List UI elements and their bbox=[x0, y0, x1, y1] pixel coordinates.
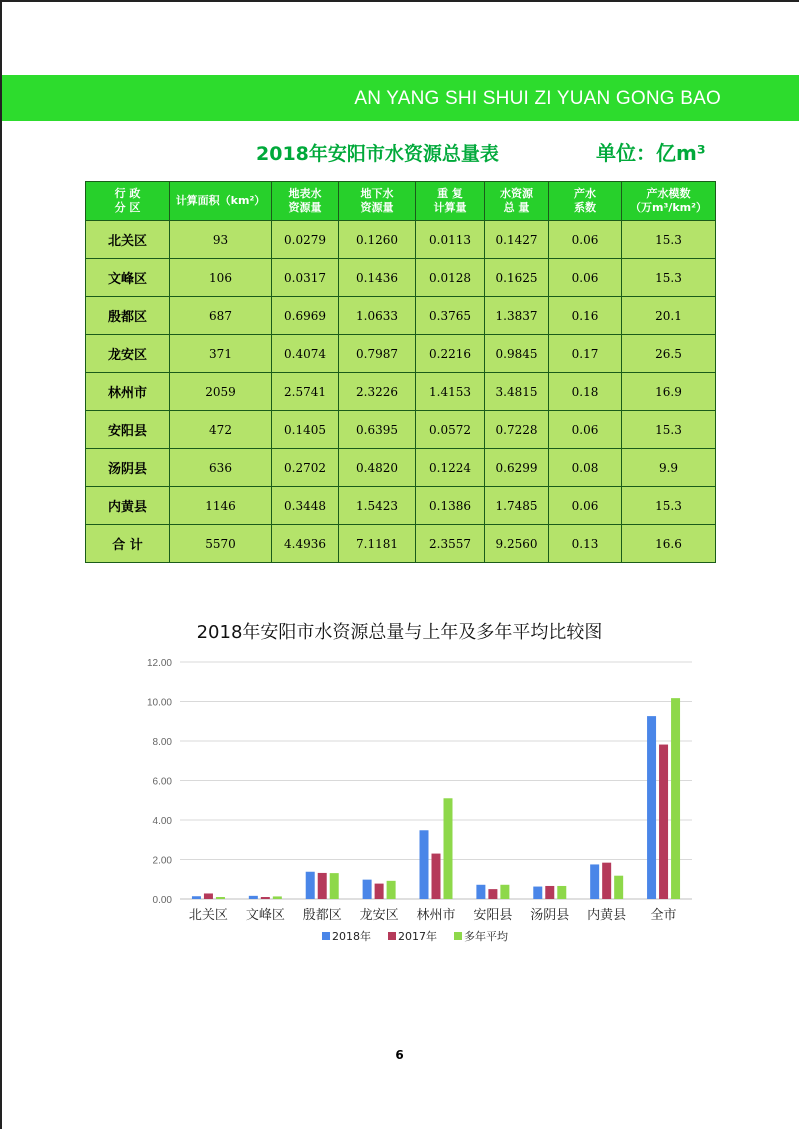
table-header-cell bbox=[549, 182, 622, 221]
value-cell: 0.0279 bbox=[272, 221, 339, 259]
region-cell: 汤阴县 bbox=[86, 449, 170, 487]
bar-3 bbox=[614, 876, 623, 899]
value-cell: 0.0572 bbox=[416, 411, 485, 449]
value-cell: 0.2216 bbox=[416, 335, 485, 373]
table-header-cell bbox=[485, 182, 549, 221]
value-cell: 0.06 bbox=[549, 221, 622, 259]
value-cell: 15.3 bbox=[622, 221, 716, 259]
bar-1 bbox=[363, 880, 372, 899]
legend-swatch bbox=[388, 932, 396, 940]
bar-3 bbox=[273, 896, 282, 899]
table-title: 2018年安阳市水资源总量表 bbox=[256, 143, 499, 165]
table-row bbox=[86, 525, 716, 563]
water-resources-table bbox=[85, 181, 716, 563]
chart-title: 2018年安阳市水资源总量与上年及多年平均比较图 bbox=[196, 622, 603, 643]
value-cell: 0.1260 bbox=[339, 221, 416, 259]
x-tick-label: 安阳县 bbox=[473, 908, 513, 923]
value-cell: 0.0113 bbox=[416, 221, 485, 259]
table-header-cell bbox=[86, 182, 170, 221]
value-cell: 1.5423 bbox=[339, 487, 416, 525]
y-tick-label: 2.00 bbox=[152, 855, 172, 867]
value-cell: 1.3837 bbox=[485, 297, 549, 335]
value-cell: 0.6299 bbox=[485, 449, 549, 487]
table-header-cell bbox=[272, 182, 339, 221]
value-cell: 2.5741 bbox=[272, 373, 339, 411]
bar-2 bbox=[659, 745, 668, 899]
value-cell: 472 bbox=[170, 411, 272, 449]
x-tick-label: 北关区 bbox=[188, 908, 228, 923]
header-text: 计算面积（km²） bbox=[175, 194, 266, 207]
header-text: 系数 bbox=[574, 201, 596, 214]
bar-chart bbox=[0, 640, 799, 960]
header-text: 资源量 bbox=[288, 201, 322, 214]
value-cell: 15.3 bbox=[622, 487, 716, 525]
table-row bbox=[86, 487, 716, 525]
table-row bbox=[86, 335, 716, 373]
value-cell: 0.1224 bbox=[416, 449, 485, 487]
value-cell: 0.7987 bbox=[339, 335, 416, 373]
value-cell: 5570 bbox=[170, 525, 272, 563]
banner-title: AN YANG SHI SHUI ZI YUAN GONG BAO bbox=[354, 88, 721, 109]
header-text: 总 量 bbox=[503, 201, 530, 214]
region-cell: 安阳县 bbox=[86, 411, 170, 449]
value-cell: 20.1 bbox=[622, 297, 716, 335]
bar-2 bbox=[261, 897, 270, 899]
table-row bbox=[86, 259, 716, 297]
value-cell: 15.3 bbox=[622, 411, 716, 449]
header-text: （万m³/km²） bbox=[630, 201, 707, 214]
bar-2 bbox=[488, 889, 497, 899]
value-cell: 371 bbox=[170, 335, 272, 373]
value-cell: 0.06 bbox=[549, 411, 622, 449]
value-cell: 106 bbox=[170, 259, 272, 297]
value-cell: 0.9845 bbox=[485, 335, 549, 373]
value-cell: 0.4820 bbox=[339, 449, 416, 487]
bar-1 bbox=[647, 716, 656, 899]
region-cell: 合 计 bbox=[86, 525, 170, 563]
value-cell: 9.9 bbox=[622, 449, 716, 487]
table-header-cell bbox=[622, 182, 716, 221]
bar-3 bbox=[387, 881, 396, 899]
y-tick-label: 0.00 bbox=[152, 895, 172, 906]
value-cell: 0.06 bbox=[549, 259, 622, 297]
bar-1 bbox=[590, 864, 599, 899]
bar-1 bbox=[533, 887, 542, 899]
region-cell: 殷都区 bbox=[86, 297, 170, 335]
bar-1 bbox=[476, 885, 485, 899]
bar-2 bbox=[204, 893, 213, 899]
header-text: 水资源 bbox=[500, 187, 533, 200]
y-tick-label: 10.00 bbox=[146, 697, 172, 709]
value-cell: 2.3557 bbox=[416, 525, 485, 563]
value-cell: 687 bbox=[170, 297, 272, 335]
value-cell: 1.0633 bbox=[339, 297, 416, 335]
value-cell: 0.1427 bbox=[485, 221, 549, 259]
legend-label: 2018年 bbox=[332, 930, 371, 943]
x-tick-label: 内黄县 bbox=[587, 908, 627, 923]
legend-label: 多年平均 bbox=[464, 930, 508, 943]
bar-3 bbox=[444, 798, 453, 899]
value-cell: 2059 bbox=[170, 373, 272, 411]
bar-3 bbox=[216, 897, 225, 899]
value-cell: 0.06 bbox=[549, 487, 622, 525]
table-row bbox=[86, 373, 716, 411]
value-cell: 0.18 bbox=[549, 373, 622, 411]
y-tick-label: 6.00 bbox=[152, 776, 172, 788]
value-cell: 0.6395 bbox=[339, 411, 416, 449]
header-text: 行 政 bbox=[114, 187, 141, 200]
header-text: 产水模数 bbox=[646, 187, 691, 200]
x-tick-label: 林州市 bbox=[416, 908, 456, 923]
table-row bbox=[86, 449, 716, 487]
bar-3 bbox=[557, 886, 566, 899]
bar-1 bbox=[192, 896, 201, 899]
x-tick-label: 龙安区 bbox=[359, 908, 399, 923]
y-tick-label: 12.00 bbox=[146, 658, 172, 669]
header-text: 分 区 bbox=[114, 201, 141, 214]
bar-1 bbox=[306, 872, 315, 899]
bar-1 bbox=[420, 830, 429, 899]
bar-3 bbox=[671, 698, 680, 899]
region-cell: 内黄县 bbox=[86, 487, 170, 525]
legend-swatch bbox=[454, 932, 462, 940]
region-cell: 北关区 bbox=[86, 221, 170, 259]
value-cell: 26.5 bbox=[622, 335, 716, 373]
value-cell: 0.17 bbox=[549, 335, 622, 373]
table-row bbox=[86, 411, 716, 449]
header-banner bbox=[2, 75, 799, 121]
bar-2 bbox=[602, 863, 611, 899]
value-cell: 7.1181 bbox=[339, 525, 416, 563]
header-text: 地表水 bbox=[288, 187, 322, 200]
page-number: 6 bbox=[395, 1048, 404, 1062]
region-cell: 龙安区 bbox=[86, 335, 170, 373]
value-cell: 4.4936 bbox=[272, 525, 339, 563]
header-text: 资源量 bbox=[360, 201, 394, 214]
bar-1 bbox=[249, 896, 258, 899]
value-cell: 0.4074 bbox=[272, 335, 339, 373]
value-cell: 0.3765 bbox=[416, 297, 485, 335]
bar-2 bbox=[545, 886, 554, 899]
region-cell: 林州市 bbox=[86, 373, 170, 411]
x-tick-label: 文峰区 bbox=[245, 908, 285, 923]
value-cell: 1.7485 bbox=[485, 487, 549, 525]
region-cell: 文峰区 bbox=[86, 259, 170, 297]
value-cell: 16.9 bbox=[622, 373, 716, 411]
value-cell: 15.3 bbox=[622, 259, 716, 297]
bar-3 bbox=[330, 873, 339, 899]
table-header-cell bbox=[416, 182, 485, 221]
header-text: 计算量 bbox=[433, 201, 467, 214]
value-cell: 0.08 bbox=[549, 449, 622, 487]
x-tick-label: 全市 bbox=[650, 908, 677, 923]
value-cell: 0.2702 bbox=[272, 449, 339, 487]
table-header-row bbox=[86, 182, 716, 221]
legend-label: 2017年 bbox=[398, 930, 437, 943]
value-cell: 0.6969 bbox=[272, 297, 339, 335]
table-row bbox=[86, 221, 716, 259]
legend-swatch bbox=[322, 932, 330, 940]
table-unit: 单位：亿m³ bbox=[596, 141, 706, 165]
y-tick-label: 4.00 bbox=[152, 816, 172, 827]
value-cell: 0.1625 bbox=[485, 259, 549, 297]
table-row bbox=[86, 297, 716, 335]
value-cell: 16.6 bbox=[622, 525, 716, 563]
value-cell: 636 bbox=[170, 449, 272, 487]
value-cell: 9.2560 bbox=[485, 525, 549, 563]
header-text: 地下水 bbox=[360, 187, 394, 200]
header-text: 重 复 bbox=[437, 187, 463, 200]
value-cell: 0.3448 bbox=[272, 487, 339, 525]
value-cell: 0.7228 bbox=[485, 411, 549, 449]
value-cell: 93 bbox=[170, 221, 272, 259]
value-cell: 0.1405 bbox=[272, 411, 339, 449]
bar-3 bbox=[500, 885, 509, 899]
bar-2 bbox=[432, 854, 441, 899]
value-cell: 1146 bbox=[170, 487, 272, 525]
x-tick-label: 殷都区 bbox=[302, 908, 342, 923]
value-cell: 0.0317 bbox=[272, 259, 339, 297]
y-tick-label: 8.00 bbox=[152, 737, 172, 748]
value-cell: 1.4153 bbox=[416, 373, 485, 411]
value-cell: 0.16 bbox=[549, 297, 622, 335]
bar-2 bbox=[375, 884, 384, 899]
value-cell: 0.1436 bbox=[339, 259, 416, 297]
value-cell: 0.0128 bbox=[416, 259, 485, 297]
header-text: 产水 bbox=[574, 187, 596, 200]
table-header-cell bbox=[170, 182, 272, 221]
value-cell: 2.3226 bbox=[339, 373, 416, 411]
table-header-cell bbox=[339, 182, 416, 221]
value-cell: 0.13 bbox=[549, 525, 622, 563]
x-tick-label: 汤阴县 bbox=[530, 908, 570, 923]
value-cell: 3.4815 bbox=[485, 373, 549, 411]
bar-2 bbox=[318, 873, 327, 899]
value-cell: 0.1386 bbox=[416, 487, 485, 525]
